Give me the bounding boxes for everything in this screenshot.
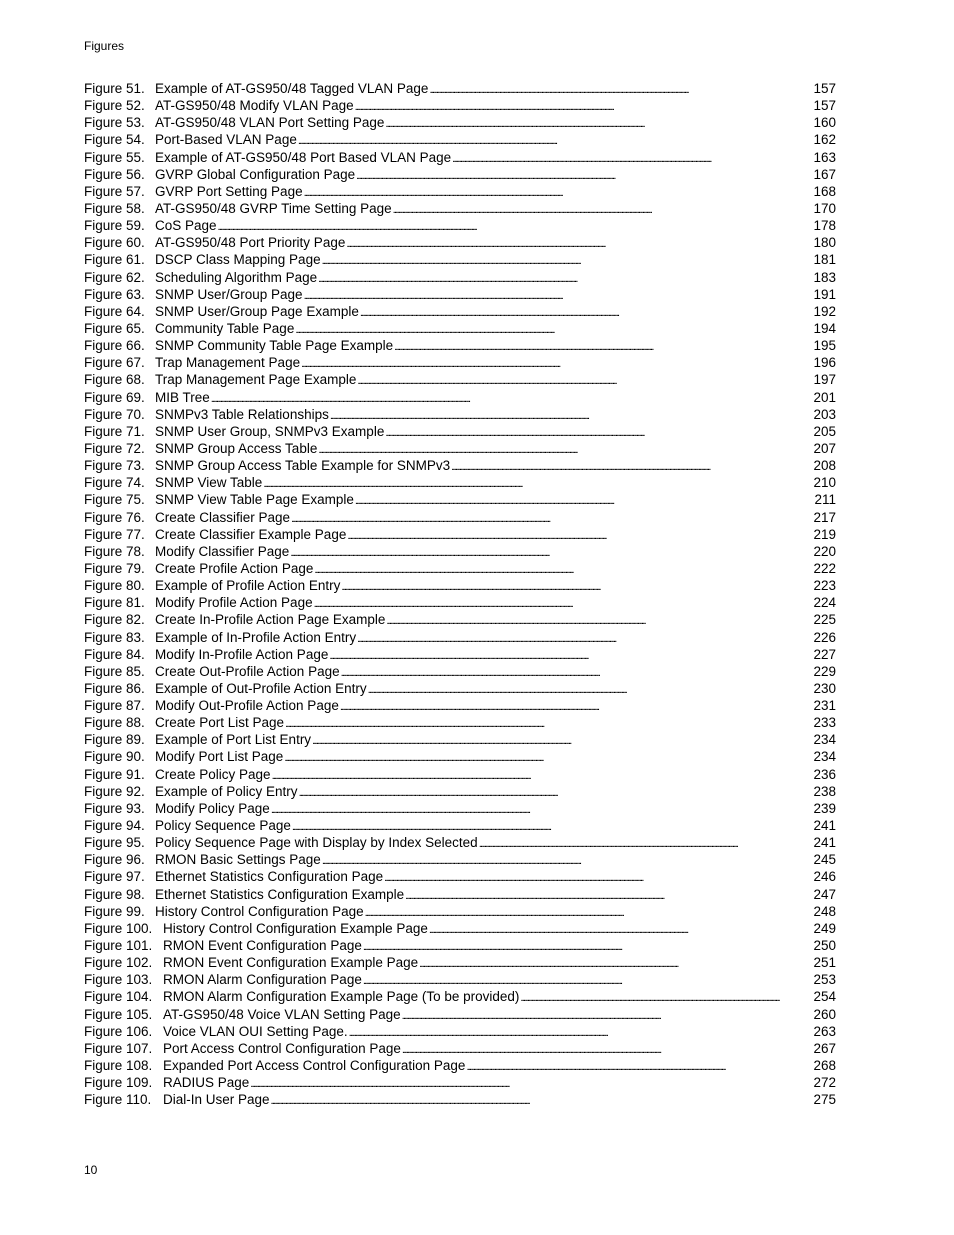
figure-number: Figure 53.: [84, 115, 145, 131]
figure-number: Figure 79.: [84, 560, 145, 576]
figure-title: History Control Configuration Example Page: [163, 920, 428, 936]
figure-title: AT-GS950/48 Voice VLAN Setting Page: [163, 1006, 401, 1022]
figure-title: Modify Port List Page: [155, 749, 284, 765]
figure-list-entry[interactable]: [84, 234, 836, 251]
figure-title: MIB Tree: [155, 389, 210, 405]
figure-list-entry[interactable]: [84, 251, 836, 268]
figure-page-number: 178: [813, 218, 836, 234]
figure-title: GVRP Global Configuration Page: [155, 166, 356, 182]
figure-page-number: 207: [813, 440, 836, 456]
figure-number: Figure 100.: [84, 920, 153, 936]
figure-list-entry[interactable]: [84, 1074, 836, 1091]
figure-list-entry[interactable]: [84, 509, 836, 526]
figure-page-number: 234: [813, 732, 836, 748]
figure-page-number: 267: [813, 1040, 836, 1056]
figure-number: Figure 106.: [84, 1023, 153, 1039]
figure-title: Ethernet Statistics Configuration Page: [155, 869, 384, 885]
figure-page-number: 241: [813, 818, 836, 834]
figure-number: Figure 82.: [84, 612, 145, 628]
figure-number: Figure 66.: [84, 338, 145, 354]
figure-page-number: 268: [813, 1058, 836, 1074]
figure-page-number: 247: [813, 886, 836, 902]
figure-list-entry[interactable]: [84, 166, 836, 183]
figure-list-entry[interactable]: [84, 1040, 836, 1057]
figure-title: SNMP User/Group Page Example: [155, 303, 359, 319]
figure-list-entry[interactable]: [84, 697, 836, 714]
figure-page-number: 170: [813, 200, 836, 216]
running-header: Figures: [84, 39, 125, 53]
figure-title: Create Classifier Page: [155, 509, 291, 525]
figure-list-entry[interactable]: [84, 474, 836, 491]
figure-page-number: 233: [813, 715, 836, 731]
figure-title: Expanded Port Access Control Configuration Page: [163, 1058, 466, 1074]
figure-list-entry[interactable]: [84, 834, 836, 851]
figure-list-entry[interactable]: [84, 457, 836, 474]
figure-number: Figure 109.: [84, 1075, 153, 1091]
figure-list-entry[interactable]: [84, 320, 836, 337]
figure-list-entry[interactable]: [84, 920, 836, 937]
figure-number: Figure 102.: [84, 955, 153, 971]
figure-title: Example of AT-GS950/48 Tagged VLAN Page: [155, 81, 429, 96]
figure-number: Figure 64.: [84, 303, 145, 319]
figure-number: Figure 85.: [84, 663, 145, 679]
figure-title: Example of AT-GS950/48 Port Based VLAN Page: [155, 149, 452, 165]
figure-list-entry[interactable]: [84, 988, 836, 1005]
figure-page-number: 195: [813, 338, 836, 354]
figure-number: Figure 56.: [84, 166, 145, 182]
figure-page-number: 229: [813, 663, 836, 679]
figure-list-entry[interactable]: [84, 183, 836, 200]
figure-list-entry[interactable]: [84, 577, 836, 594]
figure-page-number: 230: [813, 680, 836, 696]
figure-page-number: 239: [813, 800, 836, 816]
figure-title: History Control Configuration Page: [155, 903, 364, 919]
figure-number: Figure 58.: [84, 200, 145, 216]
figure-list-entry[interactable]: [84, 131, 836, 148]
figure-number: Figure 71.: [84, 423, 145, 439]
figure-page-number: 251: [813, 955, 836, 971]
figure-page-number: 157: [813, 81, 836, 96]
figure-title: Example of Policy Entry: [155, 783, 298, 799]
figure-title: Scheduling Algorithm Page: [155, 269, 318, 285]
dot-leader: [271, 1091, 813, 1110]
figure-page-number: 234: [813, 749, 836, 765]
figure-number: Figure 108.: [84, 1058, 153, 1074]
figure-title: Create Port List Page: [155, 715, 285, 731]
figure-page-number: 180: [813, 235, 836, 251]
figure-number: Figure 62.: [84, 269, 145, 285]
figure-title: RMON Alarm Configuration Example Page (To be provided): [163, 989, 520, 1005]
figure-page-number: 183: [813, 269, 836, 285]
figure-number: Figure 55.: [84, 149, 145, 165]
figure-title: AT-GS950/48 VLAN Port Setting Page: [155, 115, 385, 131]
figure-title: Policy Sequence Page: [155, 818, 291, 834]
figure-number: Figure 80.: [84, 578, 145, 594]
figure-list-entry[interactable]: [84, 389, 836, 406]
figure-list-entry[interactable]: [84, 594, 836, 611]
figure-page-number: 167: [813, 166, 836, 182]
figure-number: Figure 52.: [84, 98, 145, 114]
figure-list-entry[interactable]: [84, 423, 836, 440]
figure-number: Figure 72.: [84, 440, 145, 456]
figure-title: RADIUS Page: [163, 1075, 250, 1091]
figure-list-entry[interactable]: [84, 303, 836, 320]
figure-title: Modify Out-Profile Action Page: [155, 698, 339, 714]
figure-number: Figure 104.: [84, 989, 153, 1005]
figure-page-number: 225: [813, 612, 836, 628]
figure-number: Figure 101.: [84, 938, 153, 954]
figure-number: Figure 54.: [84, 132, 145, 148]
page-number: 10: [84, 1163, 98, 1177]
figure-page-number: 263: [813, 1023, 836, 1039]
figure-number: Figure 57.: [84, 183, 145, 199]
figure-list-entry[interactable]: [84, 406, 836, 423]
figure-page-number: 162: [813, 132, 836, 148]
figure-number: Figure 99.: [84, 903, 145, 919]
figure-page-number: 168: [813, 183, 836, 199]
figure-title: SNMP Group Access Table Example for SNMPv3: [155, 458, 451, 474]
figure-number: Figure 88.: [84, 715, 145, 731]
figure-page-number: 260: [813, 1006, 836, 1022]
figure-title: Create In-Profile Action Page Example: [155, 612, 386, 628]
figure-list-entry[interactable]: [84, 80, 836, 97]
figure-list-entry[interactable]: [84, 526, 836, 543]
figure-title: Modify Classifier Page: [155, 543, 290, 559]
figure-list-entry[interactable]: [84, 543, 836, 560]
figure-number: Figure 98.: [84, 886, 145, 902]
figure-page-number: 201: [813, 389, 836, 405]
figure-number: Figure 110.: [84, 1092, 152, 1108]
figure-title: SNMP View Table Page Example: [155, 492, 354, 508]
figure-list-entry[interactable]: [84, 971, 836, 988]
figure-page-number: 227: [813, 646, 836, 662]
figure-list-entry[interactable]: [84, 817, 836, 834]
figure-number: Figure 90.: [84, 749, 145, 765]
figure-number: Figure 61.: [84, 252, 145, 268]
figure-page-number: 236: [813, 766, 836, 782]
figure-list-entry[interactable]: [84, 886, 836, 903]
figure-list-entry[interactable]: [84, 937, 836, 954]
figure-title: SNMP User Group, SNMPv3 Example: [155, 423, 385, 439]
figure-page-number: 238: [813, 783, 836, 799]
figure-number: Figure 94.: [84, 818, 145, 834]
figure-page-number: 197: [813, 372, 836, 388]
figure-number: Figure 69.: [84, 389, 145, 405]
figure-number: Figure 51.: [84, 81, 145, 96]
figure-number: Figure 60.: [84, 235, 145, 251]
figure-list-entry[interactable]: [84, 1023, 836, 1040]
figure-page-number: 160: [813, 115, 836, 131]
figure-number: Figure 83.: [84, 629, 145, 645]
figure-number: Figure 75.: [84, 492, 145, 508]
figure-list-entry[interactable]: [84, 440, 836, 457]
figure-title: AT-GS950/48 Modify VLAN Page: [155, 98, 354, 114]
figure-number: Figure 97.: [84, 869, 145, 885]
figure-number: Figure 84.: [84, 646, 145, 662]
figure-page-number: 203: [813, 406, 836, 422]
figure-title: GVRP Port Setting Page: [155, 183, 303, 199]
figure-title: Trap Management Page: [155, 355, 301, 371]
figure-page-number: 272: [813, 1075, 836, 1091]
figure-title: RMON Alarm Configuration Page: [163, 972, 362, 988]
figure-title: Create Out-Profile Action Page: [155, 663, 340, 679]
figure-page-number: 157: [813, 98, 836, 114]
figure-number: Figure 68.: [84, 372, 145, 388]
figure-page-number: 191: [813, 286, 836, 302]
figure-list-entry[interactable]: [84, 114, 836, 131]
figure-page-number: 223: [813, 578, 836, 594]
figure-number: Figure 89.: [84, 732, 145, 748]
figure-list-entry[interactable]: [84, 714, 836, 731]
figure-list-entry[interactable]: [84, 491, 836, 508]
figure-page-number: 231: [813, 698, 836, 714]
figure-title: Community Table Page: [155, 320, 295, 336]
figure-title: AT-GS950/48 Port Priority Page: [155, 235, 346, 251]
figure-title: Port-Based VLAN Page: [155, 132, 297, 148]
figure-list-entry[interactable]: [84, 748, 836, 765]
figure-number: Figure 77.: [84, 526, 145, 542]
figure-title: Port Access Control Configuration Page: [163, 1040, 401, 1056]
figure-list-entry[interactable]: [84, 851, 836, 868]
figure-page-number: 224: [813, 595, 836, 611]
figure-page-number: 194: [813, 320, 836, 336]
figure-title: Example of Port List Entry: [155, 732, 312, 748]
figure-list-entry[interactable]: [84, 766, 836, 783]
figure-list: [84, 80, 836, 1108]
figure-page-number: 196: [813, 355, 836, 371]
figure-list-entry[interactable]: [84, 217, 836, 234]
figure-page-number: 210: [813, 475, 836, 491]
figure-list-entry[interactable]: [84, 1006, 836, 1023]
figure-list-entry[interactable]: [84, 680, 836, 697]
figure-title: Modify In-Profile Action Page: [155, 646, 329, 662]
figure-number: Figure 91.: [84, 766, 145, 782]
figure-page-number: 275: [813, 1092, 836, 1108]
figure-number: Figure 93.: [84, 800, 145, 816]
figure-list-entry[interactable]: [84, 149, 836, 166]
figure-list-entry[interactable]: [84, 903, 836, 920]
figure-number: Figure 70.: [84, 406, 145, 422]
figure-number: Figure 73.: [84, 458, 145, 474]
figure-page-number: 208: [813, 458, 836, 474]
figure-title: Example of Profile Action Entry: [155, 578, 341, 594]
figure-number: Figure 95.: [84, 835, 145, 851]
figure-list-entry[interactable]: [84, 800, 836, 817]
figure-list-entry[interactable]: [84, 1091, 836, 1108]
figure-title: RMON Basic Settings Page: [155, 852, 321, 868]
figure-list-entry[interactable]: [84, 954, 836, 971]
figure-title: SNMP User/Group Page: [155, 286, 303, 302]
figure-page-number: 246: [813, 869, 836, 885]
figure-number: Figure 87.: [84, 698, 145, 714]
figure-page-number: 192: [813, 303, 836, 319]
figure-title: Modify Profile Action Page: [155, 595, 313, 611]
figure-number: Figure 81.: [84, 595, 145, 611]
figure-title: Create Classifier Example Page: [155, 526, 347, 542]
figure-list-entry[interactable]: [84, 629, 836, 646]
figure-number: Figure 76.: [84, 509, 145, 525]
figure-number: Figure 103.: [84, 972, 153, 988]
figure-title: RMON Event Configuration Page: [163, 938, 362, 954]
figure-title: Create Profile Action Page: [155, 560, 314, 576]
figure-number: Figure 92.: [84, 783, 145, 799]
figure-list-entry[interactable]: [84, 611, 836, 628]
figure-page-number: 241: [813, 835, 836, 851]
figure-page-number: 250: [813, 938, 836, 954]
figure-title: Policy Sequence Page with Display by Index Selected: [155, 835, 478, 851]
figure-list-entry[interactable]: [84, 200, 836, 217]
figure-title: CoS Page: [155, 218, 217, 234]
figure-page-number: 181: [813, 252, 836, 268]
figure-page-number: 245: [813, 852, 836, 868]
figure-title: AT-GS950/48 GVRP Time Setting Page: [155, 200, 392, 216]
figure-title: DSCP Class Mapping Page: [155, 252, 321, 268]
figure-number: Figure 59.: [84, 218, 145, 234]
figure-page-number: 217: [813, 509, 836, 525]
figure-number: Figure 105.: [84, 1006, 153, 1022]
figure-title: Example of In-Profile Action Entry: [155, 629, 357, 645]
figure-page-number: 226: [813, 629, 836, 645]
figure-title: SNMP Community Table Page Example: [155, 338, 394, 354]
figure-list-entry[interactable]: [84, 646, 836, 663]
figure-page-number: 220: [813, 543, 836, 559]
figure-number: Figure 96.: [84, 852, 145, 868]
figure-list-entry[interactable]: [84, 371, 836, 388]
figure-page-number: 222: [813, 560, 836, 576]
figure-number: Figure 107.: [84, 1040, 153, 1056]
figure-list-entry[interactable]: [84, 286, 836, 303]
figure-list-entry[interactable]: [84, 354, 836, 371]
figure-number: Figure 78.: [84, 543, 145, 559]
figure-page-number: 249: [813, 920, 836, 936]
figure-list-entry[interactable]: [84, 1057, 836, 1074]
figure-title: SNMP Group Access Table: [155, 440, 318, 456]
figure-page-number: 211: [814, 492, 836, 508]
figure-list-entry[interactable]: [84, 269, 836, 286]
figure-list-entry[interactable]: [84, 731, 836, 748]
figure-list-entry[interactable]: [84, 97, 836, 114]
figure-title: Dial-In User Page: [163, 1092, 270, 1108]
figure-page-number: 163: [813, 149, 836, 165]
figure-page-number: 253: [813, 972, 836, 988]
figure-list-entry[interactable]: [84, 560, 836, 577]
figure-page-number: 248: [813, 903, 836, 919]
figure-title: Voice VLAN OUI Setting Page.: [163, 1023, 348, 1039]
figure-title: Modify Policy Page: [155, 800, 270, 816]
figure-list-entry[interactable]: [84, 868, 836, 885]
figure-number: Figure 67.: [84, 355, 145, 371]
figure-title: RMON Event Configuration Example Page: [163, 955, 419, 971]
figure-number: Figure 74.: [84, 475, 145, 491]
figure-list-entry[interactable]: [84, 337, 836, 354]
figure-number: Figure 63.: [84, 286, 145, 302]
figure-page-number: 254: [813, 989, 836, 1005]
figure-title: Example of Out-Profile Action Entry: [155, 680, 367, 696]
figure-title: Ethernet Statistics Configuration Example: [155, 886, 405, 902]
figure-list-entry[interactable]: [84, 783, 836, 800]
figure-page-number: 219: [813, 526, 836, 542]
figure-title: Create Policy Page: [155, 766, 271, 782]
figure-number: Figure 65.: [84, 320, 145, 336]
figure-title: SNMPv3 Table Relationships: [155, 406, 329, 422]
figure-title: Trap Management Page Example: [155, 372, 357, 388]
figure-number: Figure 86.: [84, 680, 145, 696]
figure-list-entry[interactable]: [84, 663, 836, 680]
figure-page-number: 205: [813, 423, 836, 439]
figure-title: SNMP View Table: [155, 475, 263, 491]
